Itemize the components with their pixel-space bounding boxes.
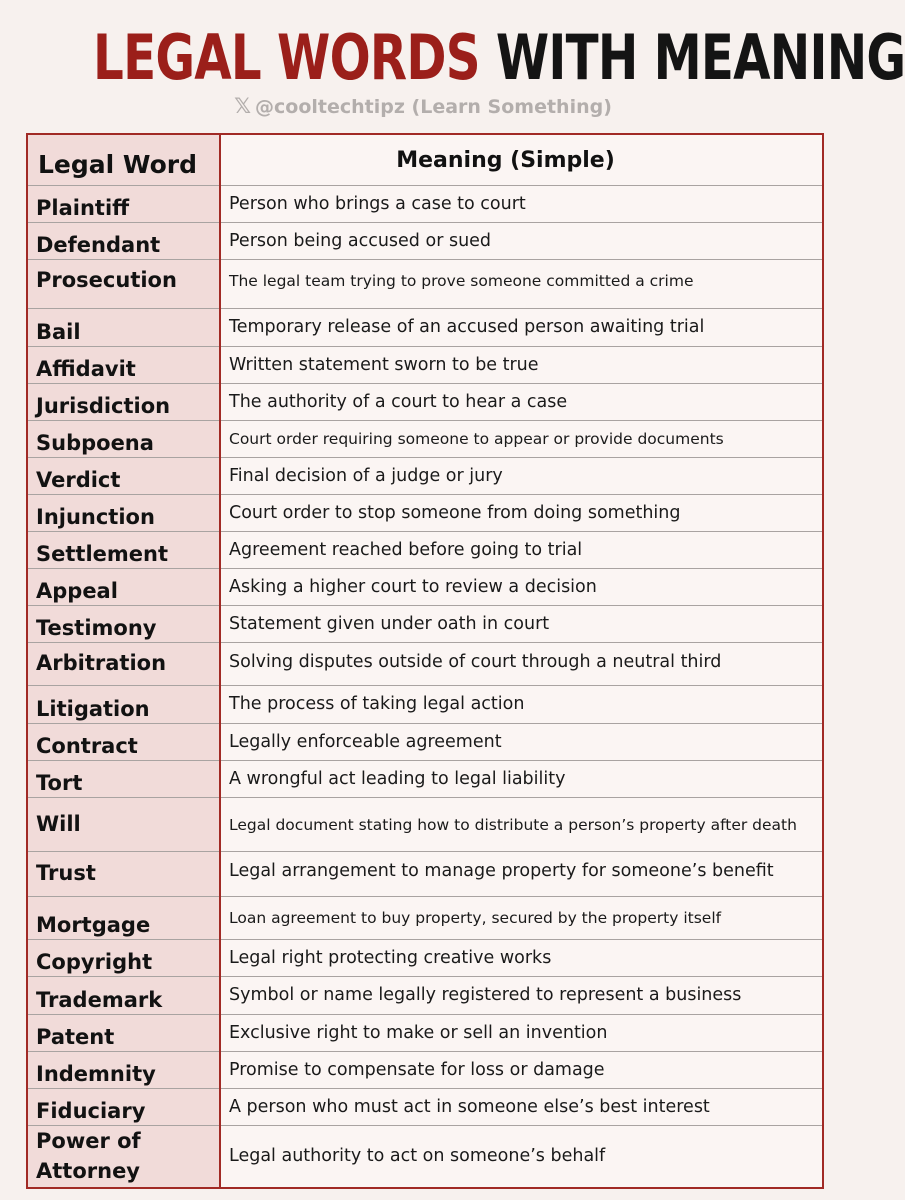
legal-word: Tort	[27, 761, 220, 798]
legal-word: Settlement	[27, 532, 220, 569]
word-meaning: Legal document stating how to distribute a person’s property after death	[220, 798, 823, 852]
table-row	[27, 569, 823, 606]
page-title	[93, 18, 905, 98]
legal-word: Testimony	[27, 606, 220, 643]
table-row	[27, 186, 823, 223]
word-meaning: Temporary release of an accused person awaiting trial	[220, 309, 823, 347]
word-meaning: The process of taking legal action	[220, 686, 823, 724]
table-row	[27, 940, 823, 977]
word-meaning: Solving disputes outside of court through a neutral third	[220, 643, 823, 686]
word-meaning: Court order to stop someone from doing something	[220, 495, 823, 532]
table-row	[27, 458, 823, 495]
word-meaning: Agreement reached before going to trial	[220, 532, 823, 569]
word-meaning: Person who brings a case to court	[220, 186, 823, 223]
word-meaning: Person being accused or sued	[220, 223, 823, 260]
title-black-part: WITH MEANING	[495, 21, 905, 94]
word-meaning: A person who must act in someone else’s best interest	[220, 1089, 823, 1126]
legal-word: Litigation	[27, 686, 220, 724]
handle-text: @cooltechtipz (Learn Something)	[255, 96, 612, 118]
word-meaning: Promise to compensate for loss or damage	[220, 1052, 823, 1089]
table-row	[27, 1015, 823, 1052]
table-row	[27, 852, 823, 897]
column-header-meaning: Meaning (Simple)	[220, 134, 823, 186]
legal-word: Indemnity	[27, 1052, 220, 1089]
table-row	[27, 686, 823, 724]
legal-word: Affidavit	[27, 347, 220, 384]
legal-word: Copyright	[27, 940, 220, 977]
table-row	[27, 421, 823, 458]
word-meaning: Legal authority to act on someone’s behalf	[220, 1126, 823, 1189]
table-row	[27, 977, 823, 1015]
table-row	[27, 384, 823, 421]
table-row	[27, 724, 823, 761]
word-meaning: Symbol or name legally registered to represent a business	[220, 977, 823, 1015]
word-meaning: Legal arrangement to manage property for someone’s benefit	[220, 852, 823, 897]
column-header-word: Legal Word	[27, 134, 220, 186]
word-meaning: Written statement sworn to be true	[220, 347, 823, 384]
legal-word: Verdict	[27, 458, 220, 495]
legal-word: Patent	[27, 1015, 220, 1052]
title-red-part: LEGAL WORDS	[93, 21, 480, 94]
legal-words-table	[26, 133, 824, 1189]
table-row	[27, 798, 823, 852]
table-row	[27, 897, 823, 940]
legal-word: Defendant	[27, 223, 220, 260]
x-logo-icon: 𝕏	[234, 94, 252, 118]
legal-word: Appeal	[27, 569, 220, 606]
legal-word: Jurisdiction	[27, 384, 220, 421]
legal-word: Trademark	[27, 977, 220, 1015]
table-row	[27, 223, 823, 260]
table-row	[27, 606, 823, 643]
table-row	[27, 309, 823, 347]
table-row	[27, 532, 823, 569]
word-meaning: Asking a higher court to review a decision	[220, 569, 823, 606]
table-row	[27, 1126, 823, 1189]
legal-word: Bail	[27, 309, 220, 347]
legal-word: Power of Attorney	[27, 1126, 220, 1189]
word-meaning: Legal right protecting creative works	[220, 940, 823, 977]
table-row	[27, 1089, 823, 1126]
legal-word: Arbitration	[27, 643, 220, 686]
word-meaning: The authority of a court to hear a case	[220, 384, 823, 421]
table-row	[27, 643, 823, 686]
legal-word: Prosecution	[27, 260, 220, 309]
word-meaning: Loan agreement to buy property, secured by the property itself	[220, 897, 823, 940]
table-header-row	[27, 134, 823, 186]
legal-word: Fiduciary	[27, 1089, 220, 1126]
word-meaning: The legal team trying to prove someone committed a crime	[220, 260, 823, 309]
legal-word: Trust	[27, 852, 220, 897]
word-meaning: Court order requiring someone to appear or provide documents	[220, 421, 823, 458]
legal-word: Contract	[27, 724, 220, 761]
legal-word: Subpoena	[27, 421, 220, 458]
legal-word: Injunction	[27, 495, 220, 532]
word-meaning: A wrongful act leading to legal liability	[220, 761, 823, 798]
author-handle	[0, 92, 846, 121]
word-meaning: Exclusive right to make or sell an invention	[220, 1015, 823, 1052]
word-meaning: Final decision of a judge or jury	[220, 458, 823, 495]
legal-word: Will	[27, 798, 220, 852]
legal-word: Mortgage	[27, 897, 220, 940]
table-row	[27, 495, 823, 532]
word-meaning: Legally enforceable agreement	[220, 724, 823, 761]
table-row	[27, 260, 823, 309]
table-row	[27, 347, 823, 384]
table-row	[27, 1052, 823, 1089]
word-meaning: Statement given under oath in court	[220, 606, 823, 643]
legal-word: Plaintiff	[27, 186, 220, 223]
table-row	[27, 761, 823, 798]
